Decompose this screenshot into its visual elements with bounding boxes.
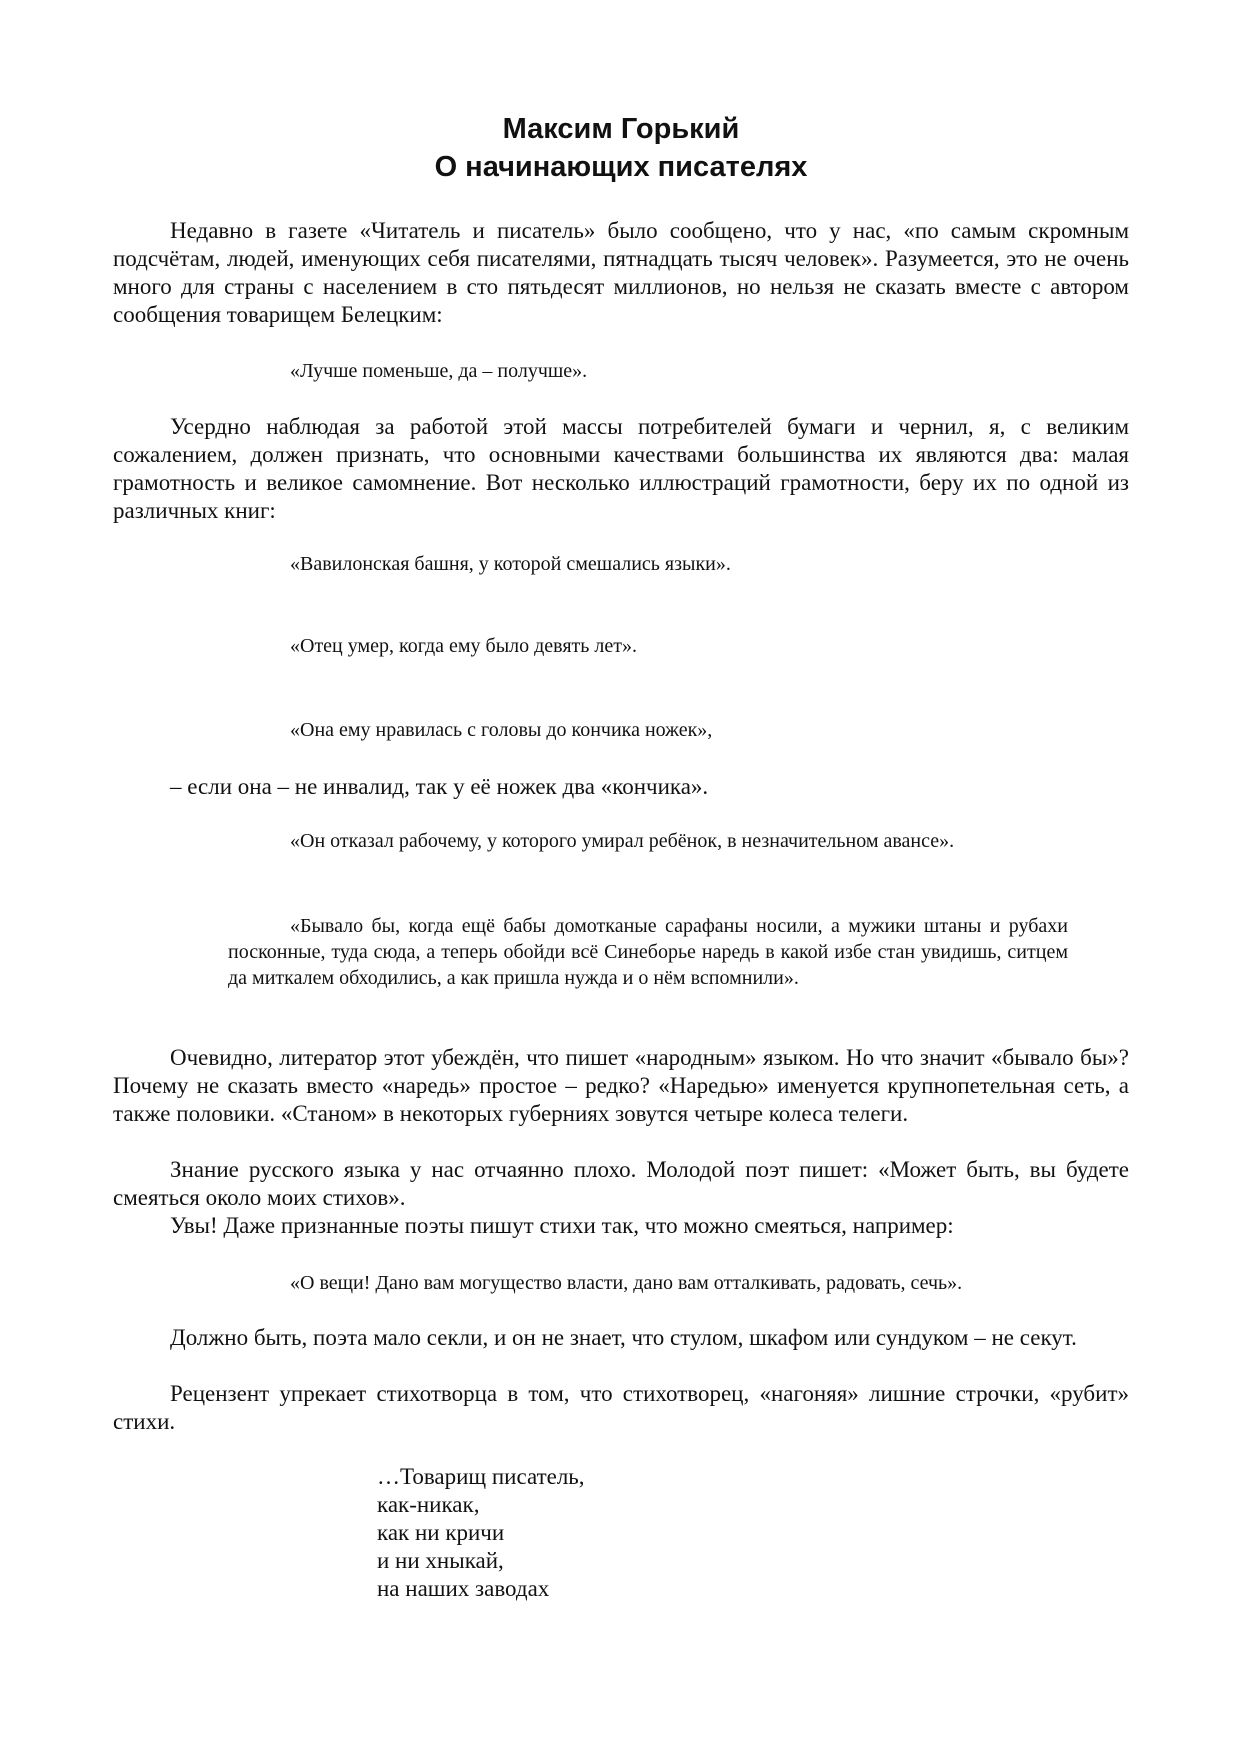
quote-4: «Она ему нравилась с головы до кончика ножек», — [290, 719, 713, 741]
paragraph-7: Рецензент упрекает стихотворца в том, что стихотворец, «нагоняя» лишние строчки, «рубит» стихи. — [113, 1381, 1129, 1434]
paragraph-5: Увы! Даже признанные поэты пишут стихи так, что можно смеяться, например: — [170, 1213, 954, 1238]
quote-5: «Он отказал рабочему, у которого умирал ребёнок, в незначительном авансе». — [290, 830, 955, 852]
quote-2: «Вавилонская башня, у которой смешались языки». — [290, 553, 731, 575]
remark-1: – если она – не инвалид, так у её ножек два «кончика». — [170, 774, 709, 799]
quote-1: «Лучше поменьше, да – получше». — [290, 360, 588, 382]
verse-line: и ни хныкай, — [377, 1548, 504, 1573]
paragraph-1: Недавно в газете «Читатель и писатель» было сообщено, что у нас, «по самым скромным подсчётам, людей, именующих себя писателями, пятнадцать тысяч человек». Разумеется, это не очень много для страны с населением в сто пятьдесят миллионов, но нельзя не сказать вместе с автором сообщения товарищем Белецким: — [113, 218, 1129, 327]
paragraph-3: Очевидно, литератор этот убеждён, что пишет «народным» языком. Но что значит «бывало бы»? Почему не сказать вместо «наредь» простое – редко? «Наредью» именуется крупнопетельная сеть, а также половики. «Станом» в некоторых губерниях зовутся четыре колеса телеги. — [113, 1045, 1129, 1126]
verse-excerpt — [377, 1463, 585, 1603]
paragraph-6: Должно быть, поэта мало секли, и он не знает, что стулом, шкафом или сундуком – не секут. — [170, 1325, 1077, 1350]
paragraph-2: Усердно наблюдая за работой этой массы потребителей бумаги и чернил, я, с великим сожалением, должен признать, что основными качествами большинства их являются два: малая грамотность и великое самомнение. Вот несколько иллюстраций грамотности, беру их по одной из различных книг: — [113, 414, 1129, 523]
verse-line: …Товарищ писатель, — [377, 1464, 585, 1489]
paragraph-4: Знание русского языка у нас отчаянно плохо. Молодой поэт пишет: «Может быть, вы будете смеяться около моих стихов». — [113, 1157, 1129, 1210]
quote-7: «О вещи! Дано вам могущество власти, дано вам отталкивать, радовать, сечь». — [290, 1272, 963, 1294]
page-title: О начинающих писателях — [434, 151, 808, 183]
quote-6: «Бывало бы, когда ещё бабы домотканые сарафаны носили, а мужики штаны и рубахи посконные, туда сюда, а теперь обойди всё Синеборье наредь в какой избе стан увидишь, ситцем да миткалем обходились, а как пришла нужда и о нём вспомнили». — [228, 915, 1068, 989]
quote-3: «Отец умер, когда ему было девять лет». — [290, 635, 638, 657]
verse-line: на наших заводах — [377, 1576, 550, 1601]
verse-line: как-никак, — [377, 1492, 480, 1517]
author-heading: Максим Горький — [502, 113, 740, 145]
verse-line: как ни кричи — [377, 1520, 505, 1545]
